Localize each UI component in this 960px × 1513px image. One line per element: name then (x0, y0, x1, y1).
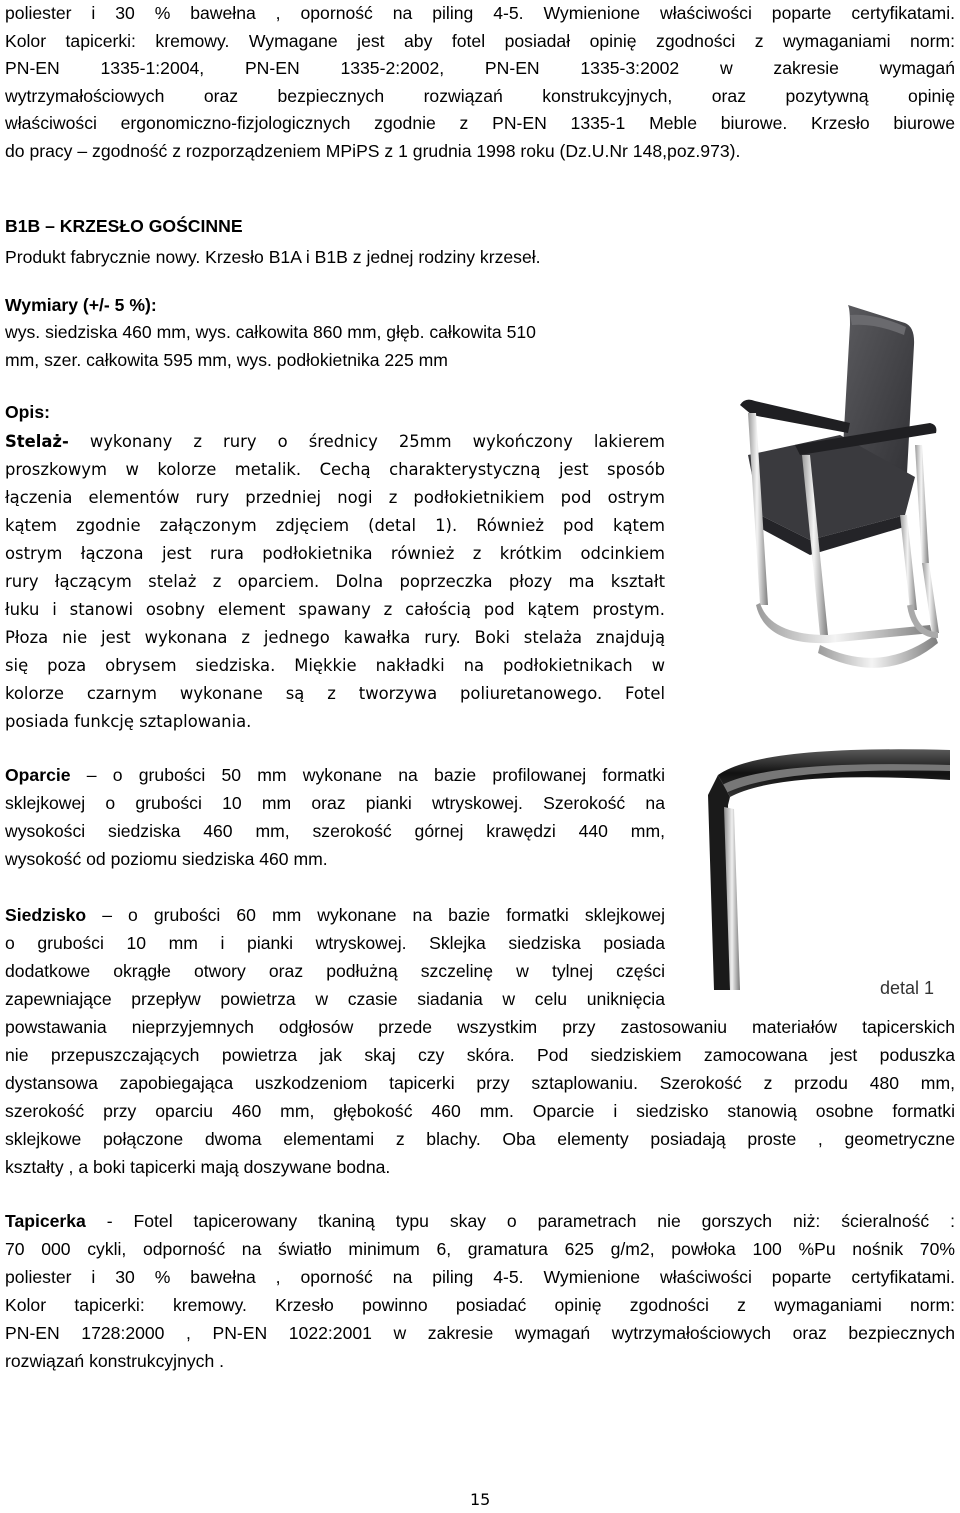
page-number: 15 (470, 1490, 491, 1509)
backrest-line: – o grubości 50 mm wykonane na bazie profilowanej formatki (70, 765, 665, 785)
dimensions-heading: Wymiary (+/- 5 %): (5, 295, 157, 315)
backrest-line: wysokości siedziska 460 mm, szerokość górnej krawędzi 440 mm, (5, 821, 665, 841)
upholstery-label: Tapicerka (5, 1211, 86, 1231)
upholstery-line: - Fotel tapicerowany tkaniną typu skay o parametrach nie gorszych niż: ścieralność : (85, 1211, 955, 1231)
seat-line: o grubości 10 mm i pianki wtryskowej. Sklejka siedziska posiada (5, 933, 665, 953)
upholstery-line: 70 000 cykli, odporność na światło minimum 6, gramatura 625 g/m2, powłoka 100 %Pu nośnik 70% (5, 1239, 955, 1259)
seat-line: – o grubości 60 mm wykonane na bazie formatki sklejkowej (86, 905, 665, 925)
frame-line: ostrym łączona jest rura podłokietnika również z krótkim odcinkiem (5, 544, 665, 563)
upholstery-line: rozwiązań konstrukcyjnych . (5, 1351, 225, 1371)
seat-line: powstawania nieprzyjemnych odgłosów przede wszystkim przy zastosowaniu materiałów tapicerskich (5, 1017, 955, 1037)
seat-line: szerokość przy oparciu 460 mm, głębokość 460 mm. Oparcie i siedzisko stanowią osobne formatki (5, 1101, 955, 1121)
upholstery-line: PN-EN 1728:2000 , PN-EN 1022:2001 w zakresie wymagań wytrzymałościowych oraz bezpiecznych (5, 1323, 955, 1343)
intro-line: do pracy – zgodność z rozporządzeniem MPiPS z 1 grudnia 1998 roku (Dz.U.Nr 148,poz.973). (5, 140, 741, 161)
seat-paragraph-wide (5, 1013, 955, 1181)
backrest-line: wysokość od poziomu siedziska 460 mm. (5, 849, 328, 869)
frame-line: łuku i stanowi osobny element spawany z całością pod kątem prostym. (5, 600, 665, 619)
seat-paragraph-narrow (5, 901, 665, 1013)
backrest-line: sklejkowej o grubości 10 mm oraz pianki wtryskowej. Szerokość na (5, 793, 665, 813)
description-heading: Opis: (5, 402, 50, 422)
seat-line: zapewniające przepływ powietrza w czasie siadania w celu uniknięcia (5, 989, 665, 1009)
seat-line: dodatkowe okrągłe otwory oraz podłużną szczelinę w tylnej części (5, 961, 665, 981)
frame-line: łączenia elementów rury przedniej nogi z podłokietnikiem pod ostrym (5, 488, 665, 507)
seat-label: Siedzisko (5, 905, 87, 925)
seat-line: dystansowa zapobiegająca uszkodzeniom tapicerki przy sztaplowaniu. Szerokość z przodu 480 mm, (5, 1073, 955, 1093)
frame-line: się poza obrysem siedziska. Miękkie nakładki na podłokietnikach w (5, 656, 665, 675)
seat-line: sklejkowe połączone dwoma elementami z blachy. Oba elementy posiadają proste , geometryczne (5, 1129, 955, 1149)
upholstery-line: poliester i 30 % bawełna , oporność na piling 4-5. Wymienione właściwości poparte certyfikatami. (5, 1267, 955, 1287)
frame-line: kątem zgodnie załączonym zdjęciem (detal 1). Również pod kątem (5, 516, 665, 535)
dimensions-line: wys. siedziska 460 mm, wys. całkowita 860 mm, głęb. całkowita 510 (5, 322, 536, 342)
detail-image (700, 735, 950, 995)
chair-image (700, 305, 950, 725)
upholstery-line: Kolor tapicerki: kremowy. Krzesło powinno posiadać opinię zgodności z wymaganiami norm: (5, 1295, 955, 1315)
product-subtitle: Produkt fabrycznie nowy. Krzesło B1A i B1B z jednej rodziny krzeseł. (5, 247, 541, 267)
intro-line: Kolor tapicerki: kremowy. Wymagane jest aby fotel posiadał opinię zgodności z wymaganiami norm: (5, 30, 955, 51)
backrest-label: Oparcie (5, 765, 71, 785)
frame-label: Stelaż- (5, 432, 69, 451)
intro-line: właściwości ergonomiczno-fizjologicznych zgodnie z PN-EN 1335-1 Meble biurowe. Krzesło biurowe (5, 113, 955, 133)
seat-line: kształty , a boki tapicerki mają doszywane bodna. (5, 1157, 391, 1177)
intro-paragraph (5, 0, 955, 165)
frame-line: posiada funkcję sztaplowania. (5, 712, 252, 731)
intro-line: PN-EN 1335-1:2004, PN-EN 1335-2:2002, PN-EN 1335-3:2002 w zakresie wymagań (5, 58, 955, 78)
intro-line: poliester i 30 % bawełna , oporność na piling 4-5. Wymienione właściwości poparte certyfikatami. (5, 3, 955, 23)
frame-line: proszkowym w kolorze metalik. Cechą charakterystyczną jest sposób (5, 460, 665, 479)
upholstery-paragraph (5, 1207, 955, 1375)
frame-paragraph (5, 428, 665, 736)
seat-line: nie przepuszczających powietrza jak skaj czy skóra. Pod siedziskiem zamocowana jest poduszka (5, 1045, 955, 1065)
frame-line: wykonany z rury o średnicy 25mm wykończony lakierem (68, 432, 665, 451)
intro-line: wytrzymałościowych oraz bezpiecznych rozwiązań konstrukcyjnych, oraz pozytywną opinię (5, 85, 955, 106)
detail-caption: detal 1 (880, 978, 935, 998)
product-heading: B1B – KRZESŁO GOŚCINNE (5, 216, 243, 236)
frame-line: kolorze czarnym wykonane są z tworzywa poliuretanowego. Fotel (5, 684, 665, 703)
dimensions-line: mm, szer. całkowita 595 mm, wys. podłokietnika 225 mm (5, 350, 448, 370)
frame-line: rury łączącym stelaż z oparciem. Dolna poprzeczka płozy ma kształt (5, 572, 665, 591)
frame-line: Płoza nie jest wykonana z jednego kawałka rury. Boki stelaża znajdują (5, 628, 665, 647)
dimensions-text (5, 318, 685, 374)
backrest-paragraph (5, 761, 665, 873)
